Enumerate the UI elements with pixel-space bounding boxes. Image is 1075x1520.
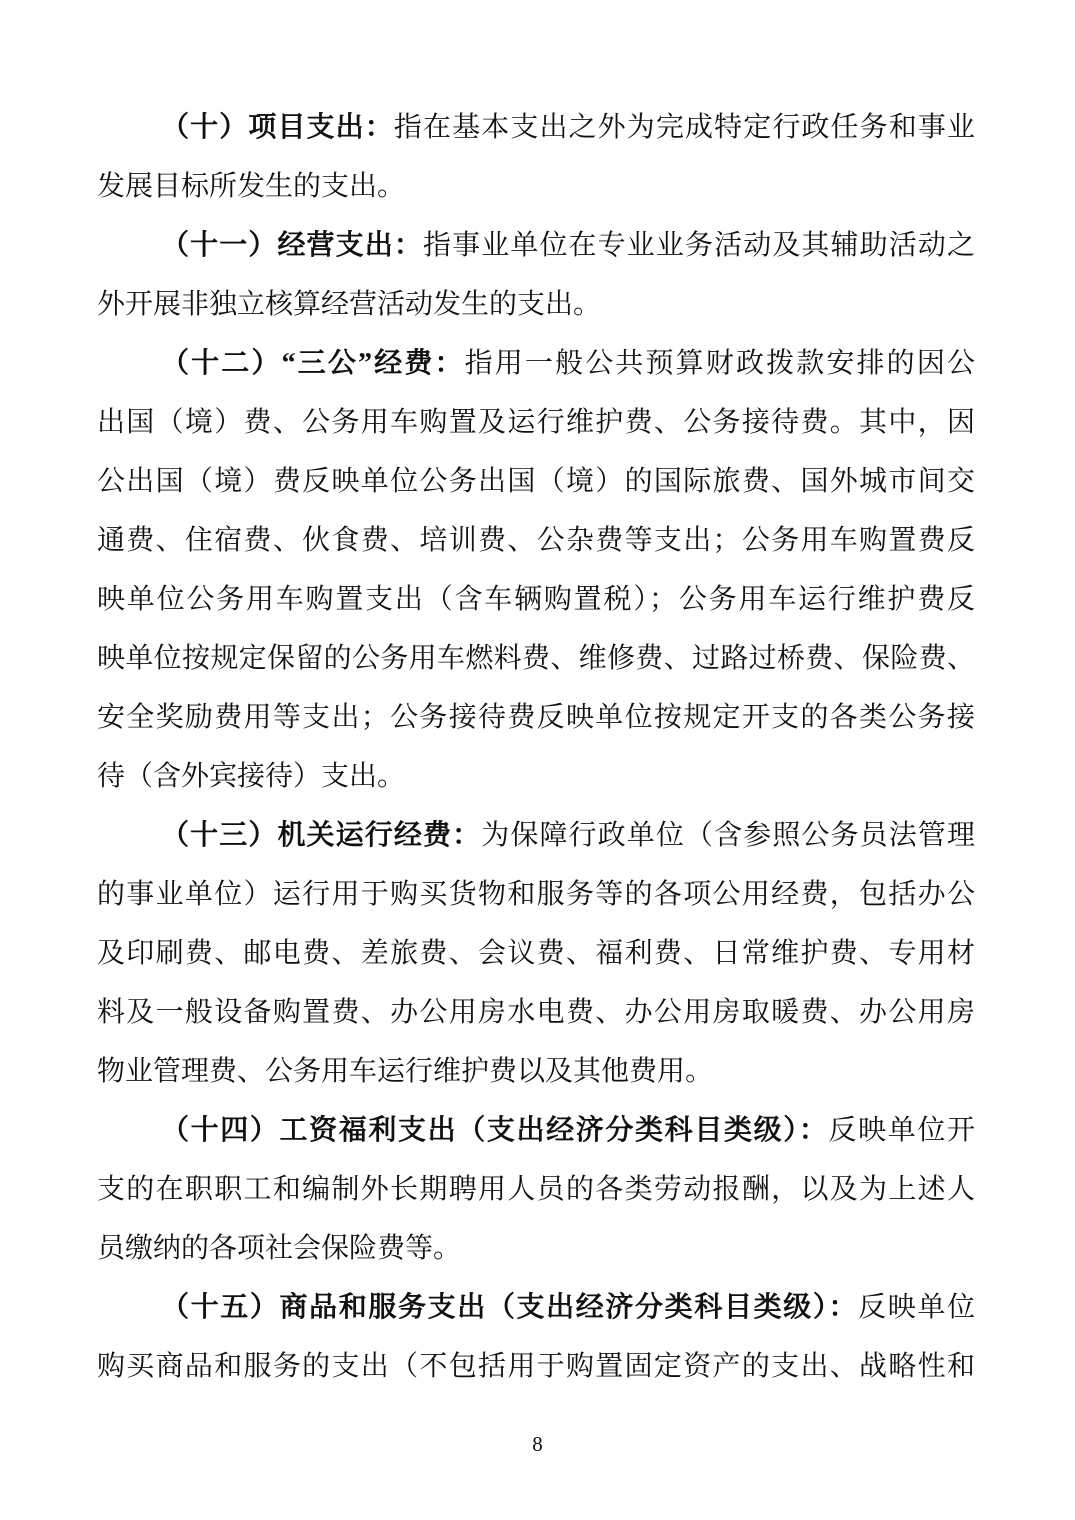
text-line — [97, 275, 975, 334]
term-label: （十一）经营支出： — [161, 230, 423, 261]
page-footer — [0, 1432, 1075, 1457]
line-text: 映单位按规定保留的公务用车燃料费、维修费、过路过桥费、保险费、 — [97, 643, 975, 674]
text-line — [97, 629, 975, 688]
line-text: 指在基本支出之外为完成特定行政任务和事业 — [393, 112, 975, 143]
text-line — [97, 924, 975, 983]
line-text: 支的在职职工和编制外长期聘用人员的各类劳动报酬，以及为上述人 — [97, 1174, 975, 1205]
text-line — [97, 1101, 975, 1160]
text-line — [97, 1160, 975, 1219]
text-line — [97, 216, 975, 275]
term-label: （十）项目支出： — [161, 112, 394, 143]
text-line — [97, 393, 975, 452]
text-line — [97, 334, 975, 393]
line-text: 员缴纳的各项社会保险费等。 — [97, 1233, 462, 1264]
term-label: （十五）商品和服务支出（支出经济分类科目类级）： — [161, 1292, 859, 1323]
text-line — [97, 511, 975, 570]
line-text: 料及一般设备购置费、办公用房水电费、办公用房取暖费、办公用房 — [97, 997, 975, 1028]
text-line — [97, 570, 975, 629]
line-text: 通费、住宿费、伙食费、培训费、公杂费等支出；公务用车购置费反 — [97, 525, 975, 556]
text-line — [97, 452, 975, 511]
text-line — [97, 865, 975, 924]
text-line — [97, 983, 975, 1042]
line-text: 指用一般公共预算财政拨款安排的因公 — [464, 348, 975, 379]
line-text: 反映单位 — [858, 1292, 975, 1323]
line-text: 反映单位开 — [828, 1115, 975, 1146]
line-text: 物业管理费、公务用车运行维护费以及其他费用。 — [97, 1056, 714, 1087]
page-number: 8 — [532, 1432, 543, 1456]
line-text: 指事业单位在专业业务活动及其辅助活动之 — [423, 230, 975, 261]
line-text: 待（含外宾接待）支出。 — [97, 761, 406, 792]
text-line — [97, 688, 975, 747]
line-text: 购买商品和服务的支出（不包括用于购置固定资产的支出、战略性和 — [97, 1351, 975, 1382]
text-line — [97, 806, 975, 865]
term-label: （十四）工资福利支出（支出经济分类科目类级）： — [161, 1115, 829, 1146]
line-text: 的事业单位）运行用于购买货物和服务等的各项公用经费，包括办公 — [97, 879, 975, 910]
text-line — [97, 1337, 975, 1396]
line-text: 外开展非独立核算经营活动发生的支出。 — [97, 289, 602, 320]
line-text: 发展目标所发生的支出。 — [97, 171, 406, 202]
line-text: 为保障行政单位（含参照公务员法管理 — [481, 820, 975, 851]
text-line — [97, 98, 975, 157]
line-text: 安全奖励费用等支出；公务接待费反映单位按规定开支的各类公务接 — [97, 702, 975, 733]
line-text: 及印刷费、邮电费、差旅费、会议费、福利费、日常维护费、专用材 — [97, 938, 975, 969]
term-label: （十二）“三公”经费： — [161, 348, 465, 379]
text-line — [97, 1278, 975, 1337]
line-text: 公出国（境）费反映单位公务出国（境）的国际旅费、国外城市间交 — [97, 466, 975, 497]
text-line — [97, 1219, 975, 1278]
line-text: 映单位公务用车购置支出（含车辆购置税）；公务用车运行维护费反 — [97, 584, 975, 615]
text-line — [97, 747, 975, 806]
text-line — [97, 157, 975, 216]
term-label: （十三）机关运行经费： — [161, 820, 482, 851]
line-text: 出国（境）费、公务用车购置及运行维护费、公务接待费。其中，因 — [97, 407, 975, 438]
document-body — [97, 98, 975, 1396]
text-line — [97, 1042, 975, 1101]
